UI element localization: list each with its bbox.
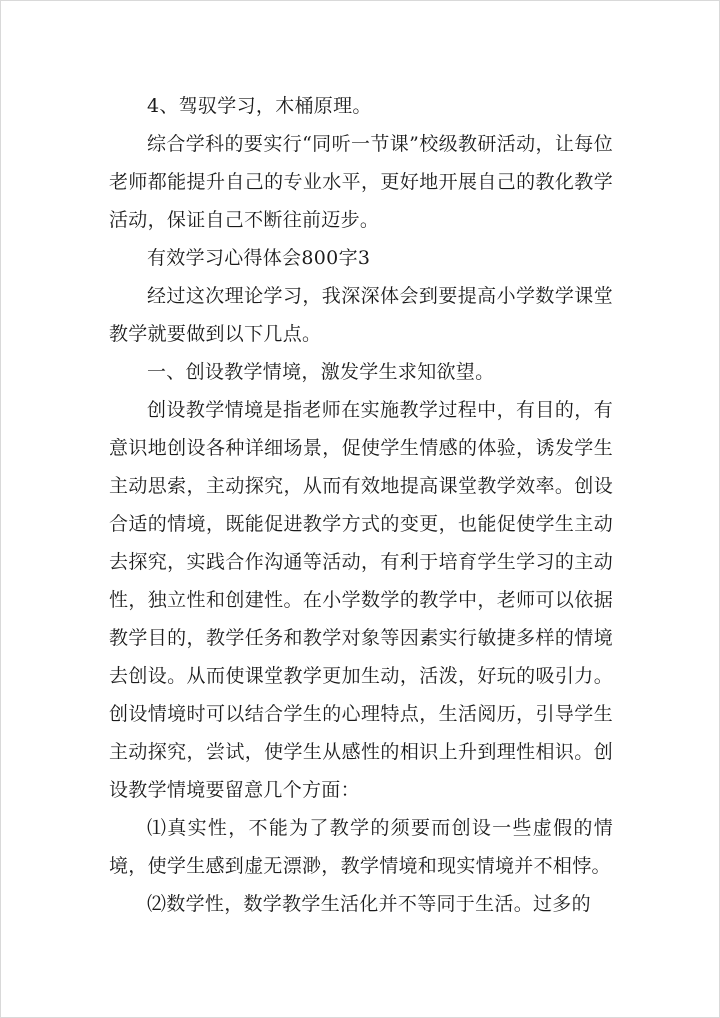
paragraph-4: 经过这次理论学习，我深深体会到要提高小学数学课堂教学就要做到以下几点。 xyxy=(109,285,613,345)
paragraph-2: 综合学科的要实行“同听一节课”校级教研活动，让每位老师都能提升自己的专业水平，更好地开展自己的教化教学活动，保证自己不断往前迈步。 xyxy=(109,133,613,231)
paragraph-3-heading: 有效学习心得体会800字3 xyxy=(147,247,371,269)
paragraph-1: 4、驾驭学习，木桶原理。 xyxy=(147,95,372,117)
paragraph-7-list-item: ⑴真实性，不能为了教学的须要而创设一些虚假的情境，使学生感到虚无漂渺，教学情境和现实情境并不相悖。 xyxy=(109,817,613,877)
paragraph-6: 创设教学情境是指老师在实施教学过程中，有目的，有意识地创设各种详细场景，促使学生情感的体验，诱发学生主动思索，主动探究，从而有效地提高课堂教学效率。创设合适的情境，既能促进教学方式的变更，也能促使学生主动去探究，实践合作沟通等活动，有利于培育学生学习的主动性，独立性和创建性。在小学数学的教学中，老师可以依据教学目的，教学任务和教学对象等因素实行敏捷多样的情境去创设。从而使课堂教学更加生动，活泼，好玩的吸引力。创设情境时可以结合学生的心理特点，生活阅历，引导学生主动探究，尝试，使学生从感性的相识上升到理性相识。创设教学情境要留意几个方面： xyxy=(109,399,613,801)
paragraph-8-list-item: ⑵数学性，数学教学生活化并不等同于生活。过多的 xyxy=(147,893,591,915)
document-body xyxy=(109,87,613,923)
paragraph-5-section-heading: 一、创设教学情境，激发学生求知欲望。 xyxy=(147,361,495,383)
